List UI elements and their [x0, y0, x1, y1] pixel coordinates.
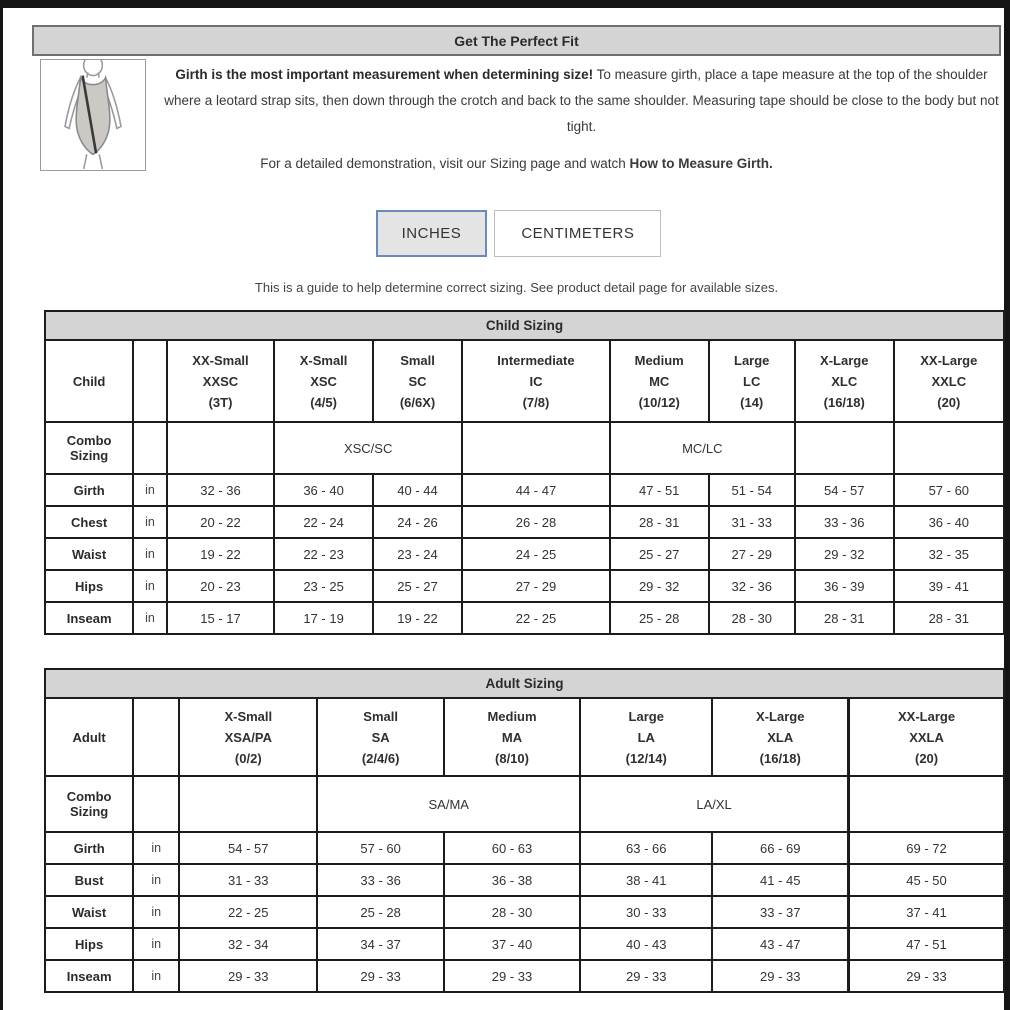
- cell: 54 - 57: [179, 832, 317, 864]
- unit-toggle: [32, 210, 1005, 257]
- row-label-girth: Girth: [45, 832, 133, 864]
- cell: 29 - 33: [849, 960, 1004, 992]
- centimeters-button[interactable]: CENTIMETERS: [494, 210, 661, 257]
- cell: 19 - 22: [167, 538, 274, 570]
- cell: 36 - 39: [795, 570, 894, 602]
- cell: 63 - 66: [580, 832, 712, 864]
- adult-row-header: Adult: [45, 698, 133, 776]
- cell: 57 - 60: [894, 474, 1004, 506]
- cell: 26 - 28: [462, 506, 610, 538]
- child-col-header-xxlarge: XX-Large XXLC (20): [894, 340, 1004, 422]
- empty-cell: [462, 422, 610, 474]
- child-combo-label: Combo Sizing: [45, 422, 133, 474]
- empty-cell: [167, 422, 274, 474]
- cell: 66 - 69: [712, 832, 848, 864]
- cell: 30 - 33: [580, 896, 712, 928]
- cell: 20 - 22: [167, 506, 274, 538]
- cell: 17 - 19: [274, 602, 373, 634]
- row-label-hips: Hips: [45, 570, 133, 602]
- cell: 23 - 24: [373, 538, 462, 570]
- child-combo-xsc-sc: XSC/SC: [274, 422, 462, 474]
- cell: 25 - 27: [610, 538, 709, 570]
- cell: 20 - 23: [167, 570, 274, 602]
- unit-cell: in: [133, 570, 167, 602]
- girth-diagram: [40, 59, 146, 171]
- row-label-girth: Girth: [45, 474, 133, 506]
- adult-col-header-large: Large LA (12/14): [580, 698, 712, 776]
- adult-combo-label: Combo Sizing: [45, 776, 133, 832]
- cell: 28 - 30: [444, 896, 580, 928]
- cell: 40 - 44: [373, 474, 462, 506]
- cell: 37 - 40: [444, 928, 580, 960]
- row-label-inseam: Inseam: [45, 602, 133, 634]
- child-col-header-xlarge: X-Large XLC (16/18): [795, 340, 894, 422]
- cell: 25 - 28: [317, 896, 444, 928]
- cell: 34 - 37: [317, 928, 444, 960]
- cell: 38 - 41: [580, 864, 712, 896]
- cell: 29 - 32: [610, 570, 709, 602]
- adult-col-header-medium: Medium MA (8/10): [444, 698, 580, 776]
- adult-col-header-xxlarge: XX-Large XXLA (20): [849, 698, 1004, 776]
- unit-cell: in: [133, 960, 179, 992]
- row-label-chest: Chest: [45, 506, 133, 538]
- cell: 22 - 25: [462, 602, 610, 634]
- cell: 54 - 57: [795, 474, 894, 506]
- unit-cell: in: [133, 602, 167, 634]
- cell: 69 - 72: [849, 832, 1004, 864]
- empty-cell: [849, 776, 1004, 832]
- child-col-header-large: Large LC (14): [709, 340, 795, 422]
- row-label-inseam: Inseam: [45, 960, 133, 992]
- child-combo-mc-lc: MC/LC: [610, 422, 795, 474]
- cell: 29 - 33: [317, 960, 444, 992]
- cell: 33 - 36: [317, 864, 444, 896]
- cell: 36 - 40: [894, 506, 1004, 538]
- child-col-header-intermediate: Intermediate IC (7/8): [462, 340, 610, 422]
- demo-line: [32, 156, 1001, 171]
- cell: 28 - 31: [795, 602, 894, 634]
- unit-header-cell: [133, 698, 179, 776]
- cell: 29 - 33: [580, 960, 712, 992]
- cell: 36 - 40: [274, 474, 373, 506]
- child-col-header-xxsmall: XX-Small XXSC (3T): [167, 340, 274, 422]
- cell: 24 - 25: [462, 538, 610, 570]
- cell: 24 - 26: [373, 506, 462, 538]
- unit-cell: in: [133, 474, 167, 506]
- cell: 15 - 17: [167, 602, 274, 634]
- child-row-header: Child: [45, 340, 133, 422]
- cell: 47 - 51: [610, 474, 709, 506]
- cell: 47 - 51: [849, 928, 1004, 960]
- cell: 29 - 32: [795, 538, 894, 570]
- unit-cell: in: [133, 832, 179, 864]
- cell: 28 - 31: [610, 506, 709, 538]
- unit-header-cell: [133, 340, 167, 422]
- girth-intro-rest: To measure girth, place a tape measure at the top of the shoulder where a leotard strap sits, then down through the crotch and back to the same shoulder. Measuring tape should be close to the body but not tight.: [164, 67, 999, 134]
- cell: 22 - 24: [274, 506, 373, 538]
- unit-cell: in: [133, 506, 167, 538]
- empty-cell: [133, 422, 167, 474]
- cell: 32 - 34: [179, 928, 317, 960]
- empty-cell: [894, 422, 1004, 474]
- sizing-note: This is a guide to help determine correct sizing. See product detail page for available sizes.: [254, 280, 779, 295]
- cell: 37 - 41: [849, 896, 1004, 928]
- adult-table-title: Adult Sizing: [45, 669, 1004, 698]
- unit-cell: in: [133, 864, 179, 896]
- cell: 51 - 54: [709, 474, 795, 506]
- cell: 27 - 29: [462, 570, 610, 602]
- cell: 33 - 37: [712, 896, 848, 928]
- cell: 28 - 30: [709, 602, 795, 634]
- adult-combo-la-xl: LA/XL: [580, 776, 849, 832]
- child-col-header-medium: Medium MC (10/12): [610, 340, 709, 422]
- row-label-waist: Waist: [45, 538, 133, 570]
- cell: 28 - 31: [894, 602, 1004, 634]
- girth-intro-text: [160, 62, 1003, 140]
- girth-intro-bold: Girth is the most important measurement when determining size!: [175, 67, 594, 82]
- cell: 44 - 47: [462, 474, 610, 506]
- adult-col-header-xlarge: X-Large XLA (16/18): [712, 698, 848, 776]
- child-sizing-table: [44, 310, 1005, 635]
- child-table-title: Child Sizing: [45, 311, 1004, 340]
- cell: 29 - 33: [444, 960, 580, 992]
- page-title: Get The Perfect Fit: [454, 32, 579, 49]
- page-title-bar: [32, 25, 1001, 56]
- unit-cell: in: [133, 538, 167, 570]
- cell: 29 - 33: [179, 960, 317, 992]
- row-label-bust: Bust: [45, 864, 133, 896]
- cell: 43 - 47: [712, 928, 848, 960]
- empty-cell: [795, 422, 894, 474]
- cell: 29 - 33: [712, 960, 848, 992]
- window-frame-left: [0, 0, 3, 1010]
- empty-cell: [179, 776, 317, 832]
- inches-button[interactable]: INCHES: [376, 210, 488, 257]
- unit-cell: in: [133, 928, 179, 960]
- unit-cell: in: [133, 896, 179, 928]
- cell: 32 - 36: [709, 570, 795, 602]
- window-frame-top: [0, 0, 1010, 8]
- empty-cell: [133, 776, 179, 832]
- child-col-header-small: Small SC (6/6X): [373, 340, 462, 422]
- adult-col-header-xsmall: X-Small XSA/PA (0/2): [179, 698, 317, 776]
- cell: 23 - 25: [274, 570, 373, 602]
- row-label-hips: Hips: [45, 928, 133, 960]
- cell: 22 - 23: [274, 538, 373, 570]
- adult-sizing-table: [44, 668, 1005, 993]
- cell: 60 - 63: [444, 832, 580, 864]
- cell: 33 - 36: [795, 506, 894, 538]
- cell: 41 - 45: [712, 864, 848, 896]
- cell: 25 - 28: [610, 602, 709, 634]
- cell: 45 - 50: [849, 864, 1004, 896]
- cell: 31 - 33: [709, 506, 795, 538]
- adult-col-header-small: Small SA (2/4/6): [317, 698, 444, 776]
- cell: 32 - 36: [167, 474, 274, 506]
- cell: 22 - 25: [179, 896, 317, 928]
- cell: 39 - 41: [894, 570, 1004, 602]
- leotard-icon: [41, 60, 145, 170]
- child-col-header-xsmall: X-Small XSC (4/5): [274, 340, 373, 422]
- adult-combo-sa-ma: SA/MA: [317, 776, 580, 832]
- cell: 36 - 38: [444, 864, 580, 896]
- demo-bold: How to Measure Girth.: [629, 156, 773, 171]
- cell: 19 - 22: [373, 602, 462, 634]
- cell: 27 - 29: [709, 538, 795, 570]
- cell: 25 - 27: [373, 570, 462, 602]
- cell: 57 - 60: [317, 832, 444, 864]
- row-label-waist: Waist: [45, 896, 133, 928]
- cell: 31 - 33: [179, 864, 317, 896]
- cell: 32 - 35: [894, 538, 1004, 570]
- cell: 40 - 43: [580, 928, 712, 960]
- demo-text: For a detailed demonstration, visit our Sizing page and watch: [260, 156, 630, 171]
